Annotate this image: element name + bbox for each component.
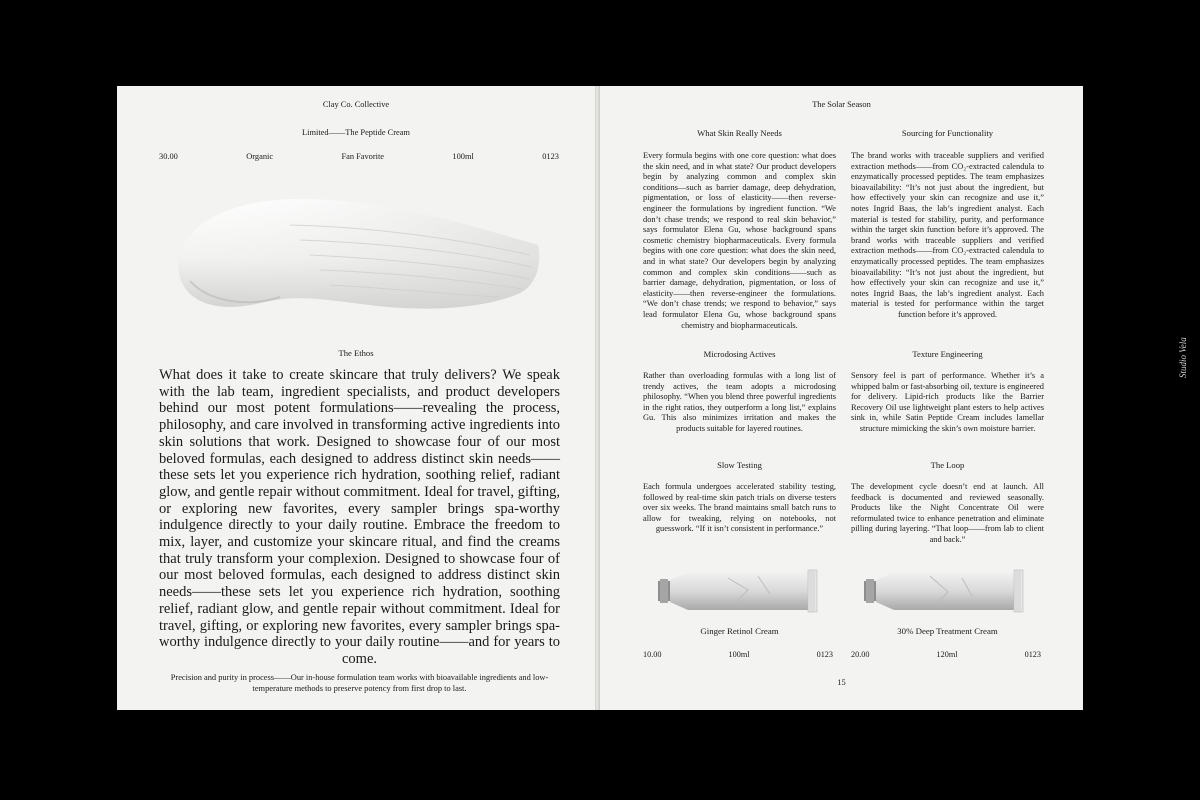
spec-code: 0123 [542, 152, 559, 161]
brand-name: Clay Co. Collective [322, 100, 390, 109]
section-body: The brand works with traceable suppliers and verified extraction methods——from CO₂-extracted calendula to enzymatically processed peptides. The team emphasizes bioavailability: “It’s not just about the ingredient, but how effectively your skin can recognize and use it,” notes Ingrid Baas, the lab’s ingredient analyst. Each material is tested for stability, purity, and performance within the target skin function before it’s approved. The brand works with traceable suppliers and verified extraction methods——from CO₂-extracted calendula to enzymatically processed peptides. The team emphasizes bioavailability: “It’s not just about the ingredient, but how effectively your skin can recognize and use it,” notes Ingrid Baas, the lab’s ingredient analyst. Each material is tested for performance within the target function before it’s approved. [851, 151, 1044, 319]
product-tube-image [864, 564, 1024, 618]
section-heading: Sourcing for Functionality [901, 128, 994, 138]
product-name: Ginger Retinol Cream [700, 626, 779, 636]
magazine-title: The Solar Season [812, 100, 871, 109]
ethos-footnote: Precision and purity in process——Our in-house formulation team works with bioavailable ingredients and low-temperature methods to preserve potency from first drop to last. [170, 673, 549, 693]
ethos-body-text: What does it take to create skincare that truly delivers? We speak with the lab team, ingredient specialists, and product developers behind our most potent formulations——revealing the process, philosophy, and care involved in transforming active ingredients into skin solutions that work. Designed to showcase four of our most beloved formulas, each designed to address distinct skin needs——these sets let you experience rich hydration, soothing relief, radiant glow, and gentle repair without commitment. Ideal for travel, gifting, or exploring new favorites, every sampler brings spa-worthy indulgence directly to your daily routine. Embrace the freedom to mix, layer, and customize your skincare ritual, and find the creams that truly transform your complexion. Designed to showcase four of our most beloved formulas, each designed to address distinct skin needs——these sets let you experience rich hydration, soothing relief, radiant glow, and gentle repair without commitment. Ideal for travel, gifting, or exploring new favorites, every sampler brings spa-worthy indulgence directly to your daily routine——and for years to come. [159, 367, 560, 667]
section-heading: What Skin Really Needs [697, 128, 782, 138]
section-heading: Microdosing Actives [703, 349, 776, 359]
section-body: Rather than overloading formulas with a long list of trendy actives, the team adopts a microdosing philosophy. “When you blend three powerful ingredients in the right ratios, they outperform a long list,” explains Gu. This also minimizes irritation and makes the products suitable for layered routines. [643, 371, 836, 433]
section-heading: Slow Testing [717, 460, 762, 470]
product-price: 10.00 [643, 650, 662, 659]
section-body: The development cycle doesn’t end at launch. All feedback is documented and reviewed seasonally. Products like the Night Concentrate Oil were reformulated twice to enhance penetration and eliminate pilling during layering. “That loop——from lab to client and back.” [851, 482, 1044, 544]
product-subtitle: Limited——The Peptide Cream [302, 128, 410, 137]
product-code: 0123 [1024, 650, 1041, 659]
product-specs [643, 650, 833, 659]
product-tube-image [658, 564, 818, 618]
product-specs [851, 650, 1041, 659]
product-specs [159, 152, 559, 163]
spec-type: Organic [246, 152, 274, 161]
cream-swatch-image [170, 185, 550, 325]
product-name: 30% Deep Treatment Cream [897, 626, 998, 636]
page-number: 15 [837, 678, 846, 687]
section-heading: Texture Engineering [912, 349, 983, 359]
spec-volume: 100ml [452, 152, 474, 161]
spec-price: 30.00 [159, 152, 178, 161]
product-price: 20.00 [851, 650, 870, 659]
product-volume: 100ml [728, 650, 750, 659]
studio-signature: Studio Vela [1178, 337, 1188, 378]
section-body: Every formula begins with one core question: what does the skin need, and in what state? Our product developers begin by analyzing common and complex skin conditions—such as barrier damage, deep dehydration, pigmentation, or loss of elasticity——then reverse-engineer the formulations by ingredient function. “We don’t chase trends; we respond to real skin behavior,” says formulator Elena Gu, whose background spans cosmetic chemistry biopharmaceuticals. Every formula begins with one core question: what does the skin need, and in what state? Our developers begin by analyzing common and complex skin conditions——such as barrier damage, dehydration, pigmentation, or loss of elasticity——then reverse-engineer the formulations. “We don’t chase trends; we respond to behavior,” says lead formulator Elena Gu, whose background spans chemistry and biopharmaceuticals. [643, 151, 836, 330]
spec-tag: Fan Favorite [341, 152, 385, 161]
section-body: Sensory feel is part of performance. Whether it’s a whipped balm or fast-absorbing oil, texture is engineered for delivery. Lipid-rich products like the Barrier Recovery Oil use lightweight plant esters to help actives sink in, while Satin Peptide Cream includes lamellar structure mimicking the skin’s own moisture barrier. [851, 371, 1044, 433]
section-body: Each formula undergoes accelerated stability testing, followed by real-time skin patch trials on diverse testers over six weeks. The brand maintains small batch runs to allow for tweaking, relying on notebooks, not guesswork. “If it isn’t consistent in performance.” [643, 482, 836, 534]
product-code: 0123 [816, 650, 833, 659]
section-heading: The Loop [930, 460, 965, 470]
ethos-heading: The Ethos [338, 348, 374, 358]
product-volume: 120ml [936, 650, 958, 659]
